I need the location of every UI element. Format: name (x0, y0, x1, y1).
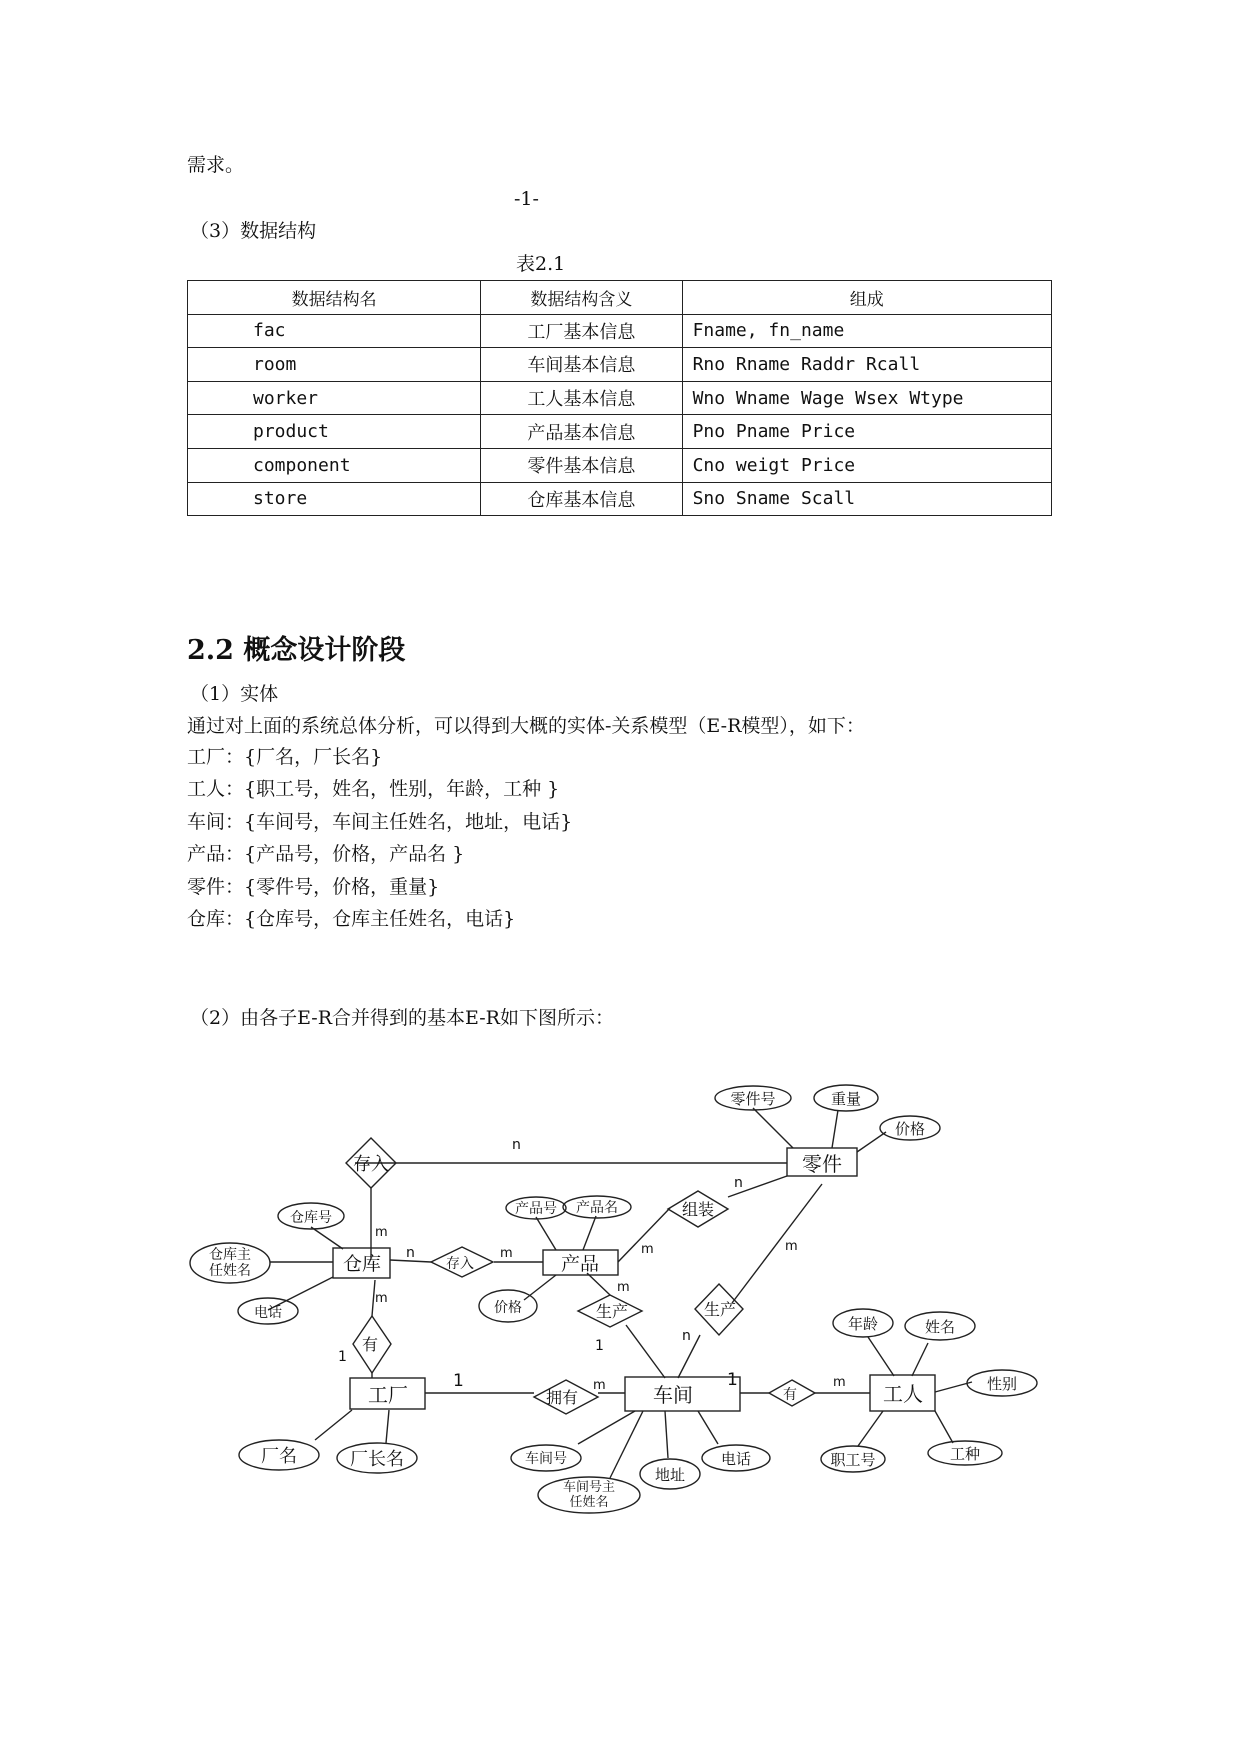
page-number: -1- (514, 188, 539, 210)
section-title: （3）数据结构 (190, 220, 317, 242)
attr-comp-price: 价格 (894, 1120, 926, 1138)
attr-ws-manager: 任姓名 (569, 1495, 609, 1510)
attr-store-manager: 任姓名 (209, 1263, 251, 1279)
table-cell: store (188, 482, 481, 516)
cardinality: n (682, 1328, 691, 1344)
er-attributes (190, 1085, 1037, 1513)
table-cell: Sno Sname Scall (682, 482, 1051, 516)
entity-label-workshop: 车间 (653, 1383, 693, 1407)
cardinality: m (375, 1225, 388, 1240)
entity-label-store: 仓库 (342, 1253, 382, 1275)
entity-line: 车间：{车间号，车间主任姓名，地址，电话} (187, 811, 573, 833)
cardinality: 1 (727, 1370, 738, 1390)
attr-prod-name: 产品名 (576, 1200, 618, 1216)
attr-wk-sex: 性别 (986, 1375, 1018, 1393)
cardinality: 1 (453, 1371, 464, 1391)
attr-prod-price: 价格 (494, 1300, 522, 1316)
relation-label-has-right: 有 (783, 1387, 797, 1403)
attr-store-no: 仓库号 (290, 1210, 332, 1226)
table-cell: Rno Rname Raddr Rcall (682, 348, 1051, 382)
attr-fac-manager: 厂长名 (350, 1449, 404, 1470)
cardinality: m (785, 1239, 798, 1254)
table-cell: 产品基本信息 (481, 415, 682, 449)
relation-label-produce-product: 生产 (595, 1302, 629, 1321)
attr-comp-weight: 重量 (830, 1090, 862, 1108)
entity-label-component: 零件 (802, 1152, 842, 1176)
attr-fac-name: 厂名 (261, 1446, 297, 1467)
cardinality: m (617, 1280, 630, 1295)
cardinality: m (500, 1246, 513, 1261)
table-cell: Fname, fn_name (682, 314, 1051, 348)
table-cell: fac (188, 314, 481, 348)
table-cell: 工人基本信息 (481, 381, 682, 415)
entity-label-worker: 工人 (883, 1382, 923, 1406)
attr-wk-no: 职工号 (830, 1451, 876, 1469)
attr-wk-type: 工种 (949, 1445, 981, 1463)
cardinality: m (833, 1375, 846, 1390)
table-cell: Pno Pname Price (682, 415, 1051, 449)
relation-label-has-left: 有 (361, 1335, 379, 1354)
column-header: 组成 (682, 281, 1051, 315)
cardinality: n (406, 1245, 415, 1261)
table-cell: product (188, 415, 481, 449)
attr-ws-phone: 电话 (720, 1450, 752, 1468)
table-cell: component (188, 448, 481, 482)
attr-wk-name: 姓名 (924, 1318, 956, 1336)
entity-label-factory: 工厂 (368, 1383, 408, 1407)
entity-line: 仓库：{仓库号，仓库主任姓名，电话} (187, 908, 516, 930)
er-labels (209, 1090, 1017, 1510)
table-cell: Wno Wname Wage Wsex Wtype (682, 381, 1051, 415)
table-cell: 车间基本信息 (481, 348, 682, 382)
column-header: 数据结构含义 (481, 281, 682, 315)
cardinality: n (512, 1137, 521, 1153)
table-cell: 工厂基本信息 (481, 314, 682, 348)
entity-line: 零件：{零件号，价格，重量} (187, 876, 440, 898)
relation-label-own: 拥有 (545, 1388, 579, 1407)
table-caption: 表2.1 (516, 253, 566, 275)
attr-ws-no: 车间号 (525, 1451, 567, 1467)
cardinality: m (641, 1242, 654, 1257)
entities-title: （1）实体 (190, 683, 279, 705)
relation-label-produce-component: 生产 (703, 1300, 737, 1319)
relation-label-store-in-top: 存入 (353, 1154, 389, 1175)
entities-intro: 通过对上面的系统总体分析，可以得到大概的实体-关系模型（E-R模型），如下： (187, 715, 865, 737)
attr-prod-no: 产品号 (515, 1201, 557, 1217)
cardinality: m (375, 1291, 388, 1306)
cardinality: m (593, 1378, 606, 1393)
table-cell: Cno weigt Price (682, 448, 1051, 482)
er-entities (333, 1148, 935, 1411)
attr-comp-no: 零件号 (730, 1090, 776, 1108)
table-cell: worker (188, 381, 481, 415)
table-cell: 仓库基本信息 (481, 482, 682, 516)
attr-store-manager: 仓库主 (209, 1247, 251, 1263)
er-relations (346, 1138, 815, 1414)
er-caption: （2）由各子E-R合并得到的基本E-R如下图所示： (190, 1007, 614, 1029)
column-header: 数据结构名 (188, 281, 481, 315)
relation-label-assemble: 组装 (681, 1200, 715, 1219)
cardinality: 1 (338, 1349, 347, 1365)
attr-ws-manager: 车间号主 (562, 1480, 616, 1495)
table-cell: room (188, 348, 481, 382)
entity-line: 工人：{职工号，姓名，性别，年龄，工种 } (187, 778, 560, 800)
attr-ws-addr: 地址 (654, 1466, 686, 1484)
entity-line: 产品：{产品号，价格，产品名 } (187, 843, 465, 865)
intro-tail: 需求。 (187, 154, 245, 176)
entity-label-product: 产品 (560, 1253, 600, 1275)
attr-store-phone: 电话 (254, 1305, 282, 1321)
cardinality: 1 (595, 1338, 604, 1354)
relation-label-store-in: 存入 (446, 1256, 474, 1272)
section-heading: 2.2 概念设计阶段 (187, 635, 406, 666)
attr-wk-age: 年龄 (847, 1315, 879, 1333)
cardinality: n (734, 1175, 743, 1191)
table-cell: 零件基本信息 (481, 448, 682, 482)
entity-line: 工厂：{厂名，厂长名} (187, 746, 383, 768)
